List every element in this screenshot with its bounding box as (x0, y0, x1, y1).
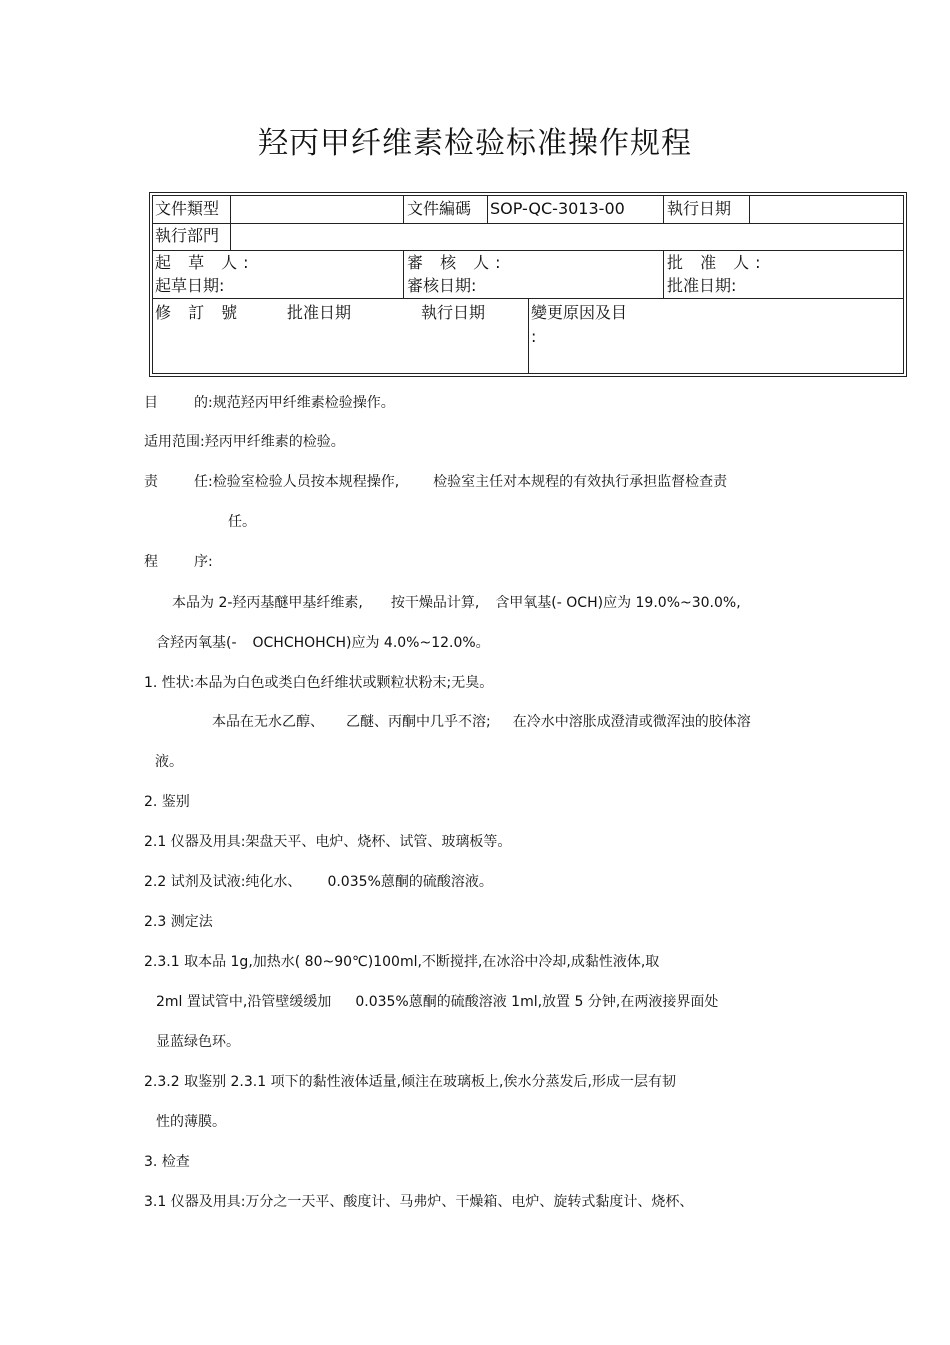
review-date-label: 審核日期: (407, 276, 477, 295)
intro-line-2 (156, 633, 490, 653)
intro-2c: CHOHCH (283, 635, 346, 651)
page-title: 羟丙甲纤维素检验标准操作规程 (258, 126, 692, 161)
approver-label: 批 准 人: (667, 253, 767, 272)
s1-2b: 乙醚、丙酮中几乎不溶; (346, 714, 491, 730)
doc-code-value: SOP-QC-3013-00 (490, 199, 625, 218)
intro-1a: 本品为 2-羟丙基醚甲基纤维素, (172, 595, 363, 611)
exec-date-label: 執行日期 (667, 199, 732, 218)
header-row-1 (153, 196, 903, 224)
rev-no-label: 修 訂 號 (155, 303, 244, 322)
resp-text-b: 检验室主任对本规程的有效执行承担监督检查责 (433, 474, 728, 490)
section-2-3: 2.3 测定法 (144, 914, 213, 930)
document-header-table (149, 192, 907, 377)
change-reason-cont: : (531, 327, 537, 346)
exec-dept-label: 執行部門 (155, 226, 220, 245)
section-2-3-1-a: 2.3.1 取本品 1g,加热水( 80~90℃)100ml,不断搅拌,在冰浴中冷却,成黏性液体,取 (144, 954, 660, 970)
section-2-heading: 2. 鉴别 (144, 794, 190, 810)
resp-text-a: 检验室检验人员按本规程操作, (212, 474, 400, 490)
rev-approve-date-label: 批准日期 (287, 303, 352, 322)
purpose-line (144, 393, 395, 413)
s231-b1: 2ml 置试管中,沿管壁缓缓加 (156, 994, 332, 1010)
section-2-3-2-b: 性的薄膜。 (156, 1114, 226, 1130)
section-2-2 (144, 872, 493, 892)
section-1-line-2 (212, 712, 751, 732)
intro-line-1 (172, 593, 741, 613)
intro-1b: 按干燥品计算, (390, 595, 480, 611)
resp-text-c: 任。 (228, 514, 256, 530)
s2-2b: 0.035%蒽酮的硫酸溶液。 (327, 874, 493, 890)
drafter-date-label: 起草日期: (155, 276, 225, 295)
section-1-line: 1. 性状:本品为白色或类白色纤维状或颗粒状粉末;无臭。 (144, 675, 494, 691)
section-2-1: 2.1 仪器及用具:架盘天平、电炉、烧杯、试管、玻璃板等。 (144, 834, 512, 850)
responsibility-line (144, 472, 727, 492)
s1-2c: 在冷水中溶胀成澄清或微浑浊的胶体溶 (512, 714, 751, 730)
purpose-label2: 的: (194, 395, 213, 411)
change-reason-label: 變更原因及目 (531, 303, 628, 322)
doc-code-label: 文件編碼 (407, 199, 472, 218)
drafter-label: 起 草 人: (155, 253, 255, 272)
approve-date-label: 批准日期: (667, 276, 737, 295)
resp-label: 责 (144, 474, 158, 490)
section-1-line-3: 液。 (155, 754, 183, 770)
scope-line: 适用范围:羟丙甲纤维素的检验。 (144, 434, 345, 450)
section-2-3-1-b (156, 992, 718, 1012)
intro-2b: OCH (252, 635, 284, 651)
procedure-line (144, 552, 213, 572)
header-row-2 (153, 223, 903, 251)
section-2-3-2-a: 2.3.2 取鉴别 2.3.1 项下的黏性液体适量,倾注在玻璃板上,俟水分蒸发后,形成一层有韧 (144, 1074, 676, 1090)
intro-2d: )应为 4.0%~12.0%。 (346, 635, 490, 651)
resp-label2: 任: (194, 474, 213, 490)
rev-exec-date-label: 執行日期 (421, 303, 486, 322)
s2-2a: 2.2 试剂及试液:纯化水、 (144, 874, 302, 890)
header-row-3 (153, 250, 903, 299)
proc-label: 程 (144, 554, 158, 570)
intro-1c: 含甲氧基(- OCH (495, 595, 598, 611)
section-2-3-1-c: 显蓝绿色环。 (156, 1034, 240, 1050)
proc-label2: 序: (194, 554, 213, 570)
intro-1d: )应为 19.0%~30.0%, (597, 595, 741, 611)
reviewer-label: 審 核 人: (407, 253, 507, 272)
s1-2a: 本品在无水乙醇、 (212, 714, 324, 730)
doc-type-label: 文件類型 (155, 199, 220, 218)
header-row-4 (153, 298, 903, 373)
section-3-1: 3.1 仪器及用具:万分之一天平、酸度计、马弗炉、干燥箱、电炉、旋转式黏度计、烧杯、 (144, 1194, 694, 1210)
purpose-text: 规范羟丙甲纤维素检验操作。 (212, 395, 395, 411)
s231-b2: 0.035%蒽酮的硫酸溶液 1ml,放置 5 分钟,在两液接界面处 (355, 994, 719, 1010)
section-3-heading: 3. 检查 (144, 1154, 190, 1170)
purpose-label: 目 (144, 395, 158, 411)
intro-2a: 含羟丙氧基(- (156, 635, 237, 651)
